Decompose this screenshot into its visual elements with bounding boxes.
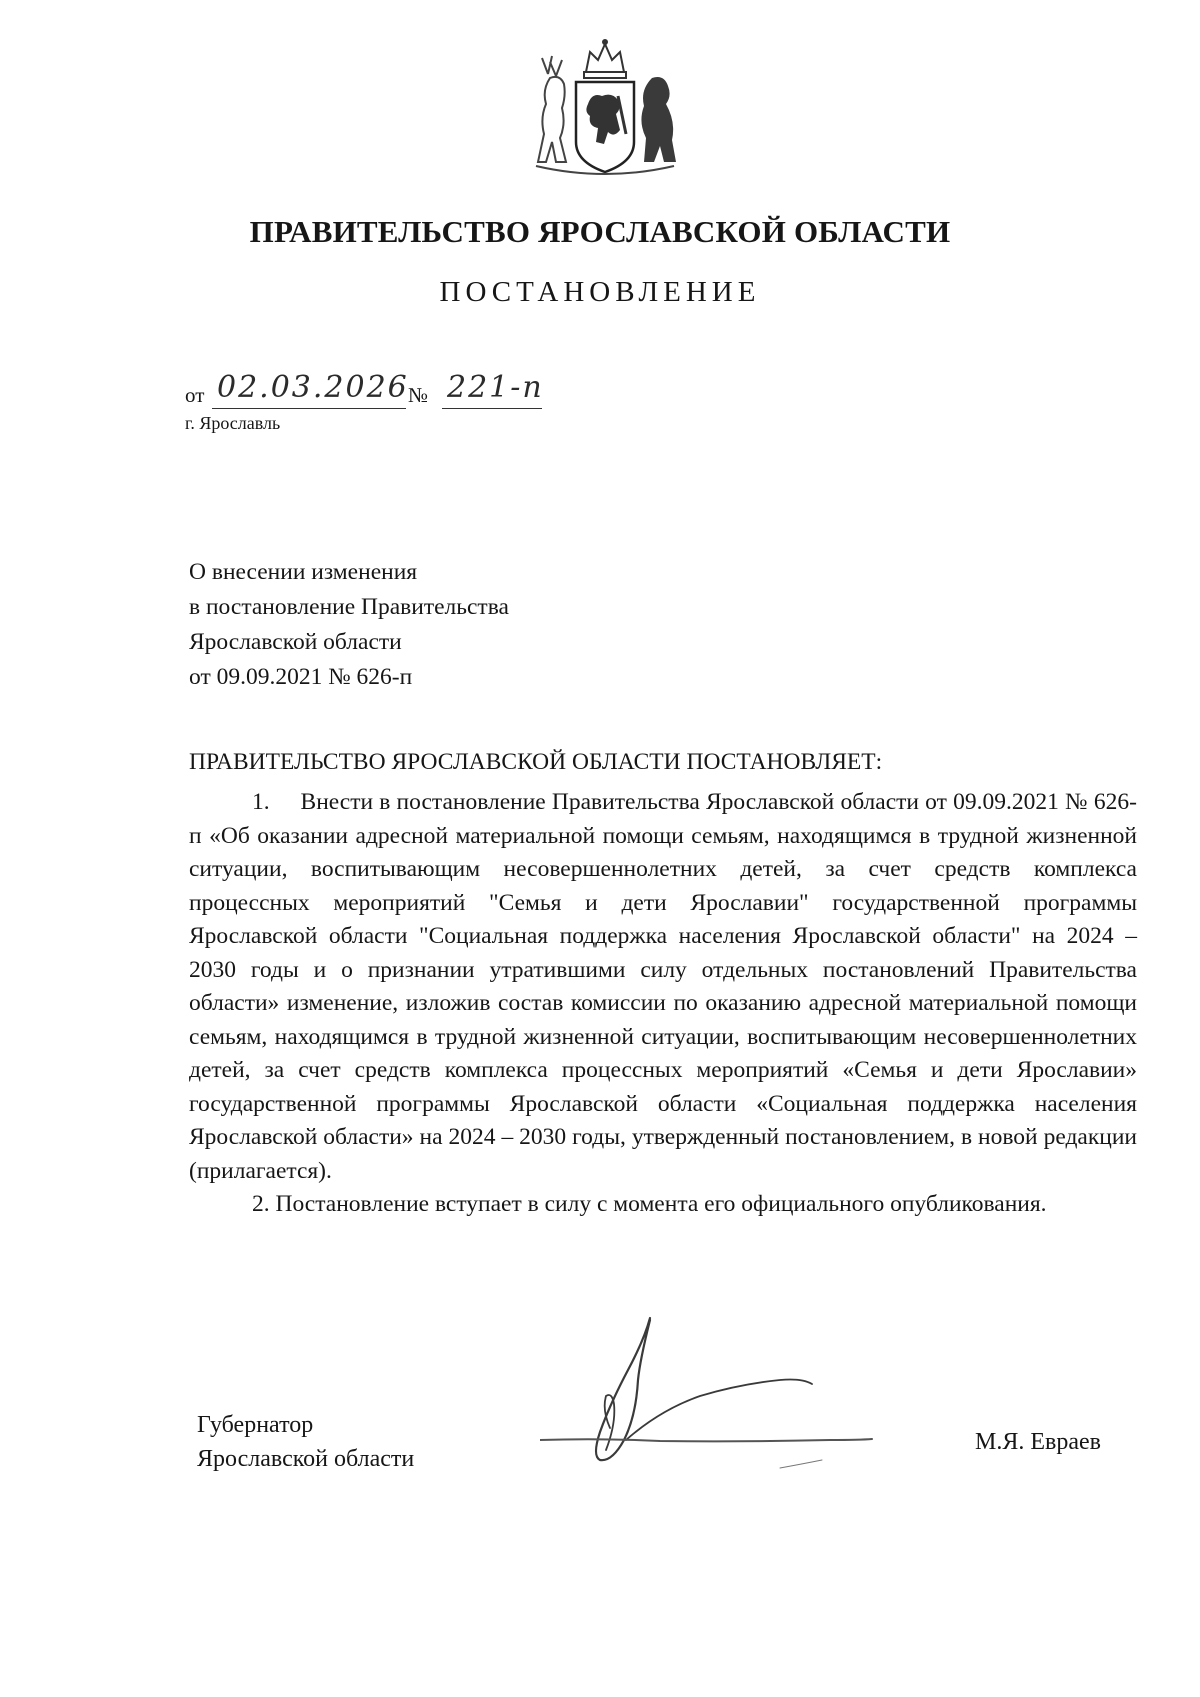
date-underline xyxy=(212,408,406,409)
resolution-heading: ПРАВИТЕЛЬСТВО ЯРОСЛАВСКОЙ ОБЛАСТИ ПОСТАНОВЛЯЕТ: xyxy=(189,749,883,775)
subject-line: О внесении изменения xyxy=(189,559,418,585)
role-line: Ярославской области xyxy=(197,1446,415,1472)
signatory-role xyxy=(197,1408,414,1476)
date-prefix: от xyxy=(185,383,205,407)
city-label: г. Ярославль xyxy=(185,413,281,433)
document-subject xyxy=(189,555,509,695)
subject-line: от 09.09.2021 № 626-п xyxy=(189,664,413,690)
number-sign: № xyxy=(408,383,429,407)
signatory-name: М.Я. Евраев xyxy=(975,1429,1101,1455)
yaroslavl-coat-of-arms-icon xyxy=(526,34,684,186)
registration-line xyxy=(185,370,585,412)
number-underline xyxy=(442,408,542,409)
subject-line: Ярославской области xyxy=(189,629,402,655)
handwritten-signature xyxy=(540,1300,920,1500)
resolution-item-1: 1. Внести в постановление Правительства Ярославской области от 09.09.2021 № 626-п «Об оказании адресной материальной помощи семьям, находящимся в трудной жизненной ситуации, воспитывающим несовершеннолетних детей, за счет средств комплекса процессных мероприятий "Семья и дети Ярославии" государственной программы Ярославской области "Социальная поддержка населения Ярославской области" на 2024 – 2030 годы и о признании утратившими силу отдельных постановлений Правительства области» изменение, изложив состав комиссии по оказанию адресной материальной помощи семьям, находящимся в трудной жизненной ситуации, воспитывающим несовершеннолетних детей, за счет средств комплекса процессных мероприятий «Семья и дети Ярославии» государственной программы Ярославской области «Социальная поддержка населения Ярославской области» на 2024 – 2030 годы, утвержденный постановлением, в новой редакции (прилагается). xyxy=(189,789,1137,1184)
resolution-body xyxy=(189,786,1137,1222)
role-line: Губернатор xyxy=(197,1412,314,1438)
document-type: ПОСТАНОВЛЕНИЕ xyxy=(439,276,761,308)
handwritten-number: 221-п xyxy=(447,370,544,405)
organization-title: ПРАВИТЕЛЬСТВО ЯРОСЛАВСКОЙ ОБЛАСТИ xyxy=(249,214,951,249)
resolution-item-2: 2. Постановление вступает в силу с момента его официального опубликования. xyxy=(252,1191,1047,1217)
handwritten-date: 02.03.2026 xyxy=(217,370,409,405)
subject-line: в постановление Правительства xyxy=(189,594,509,620)
